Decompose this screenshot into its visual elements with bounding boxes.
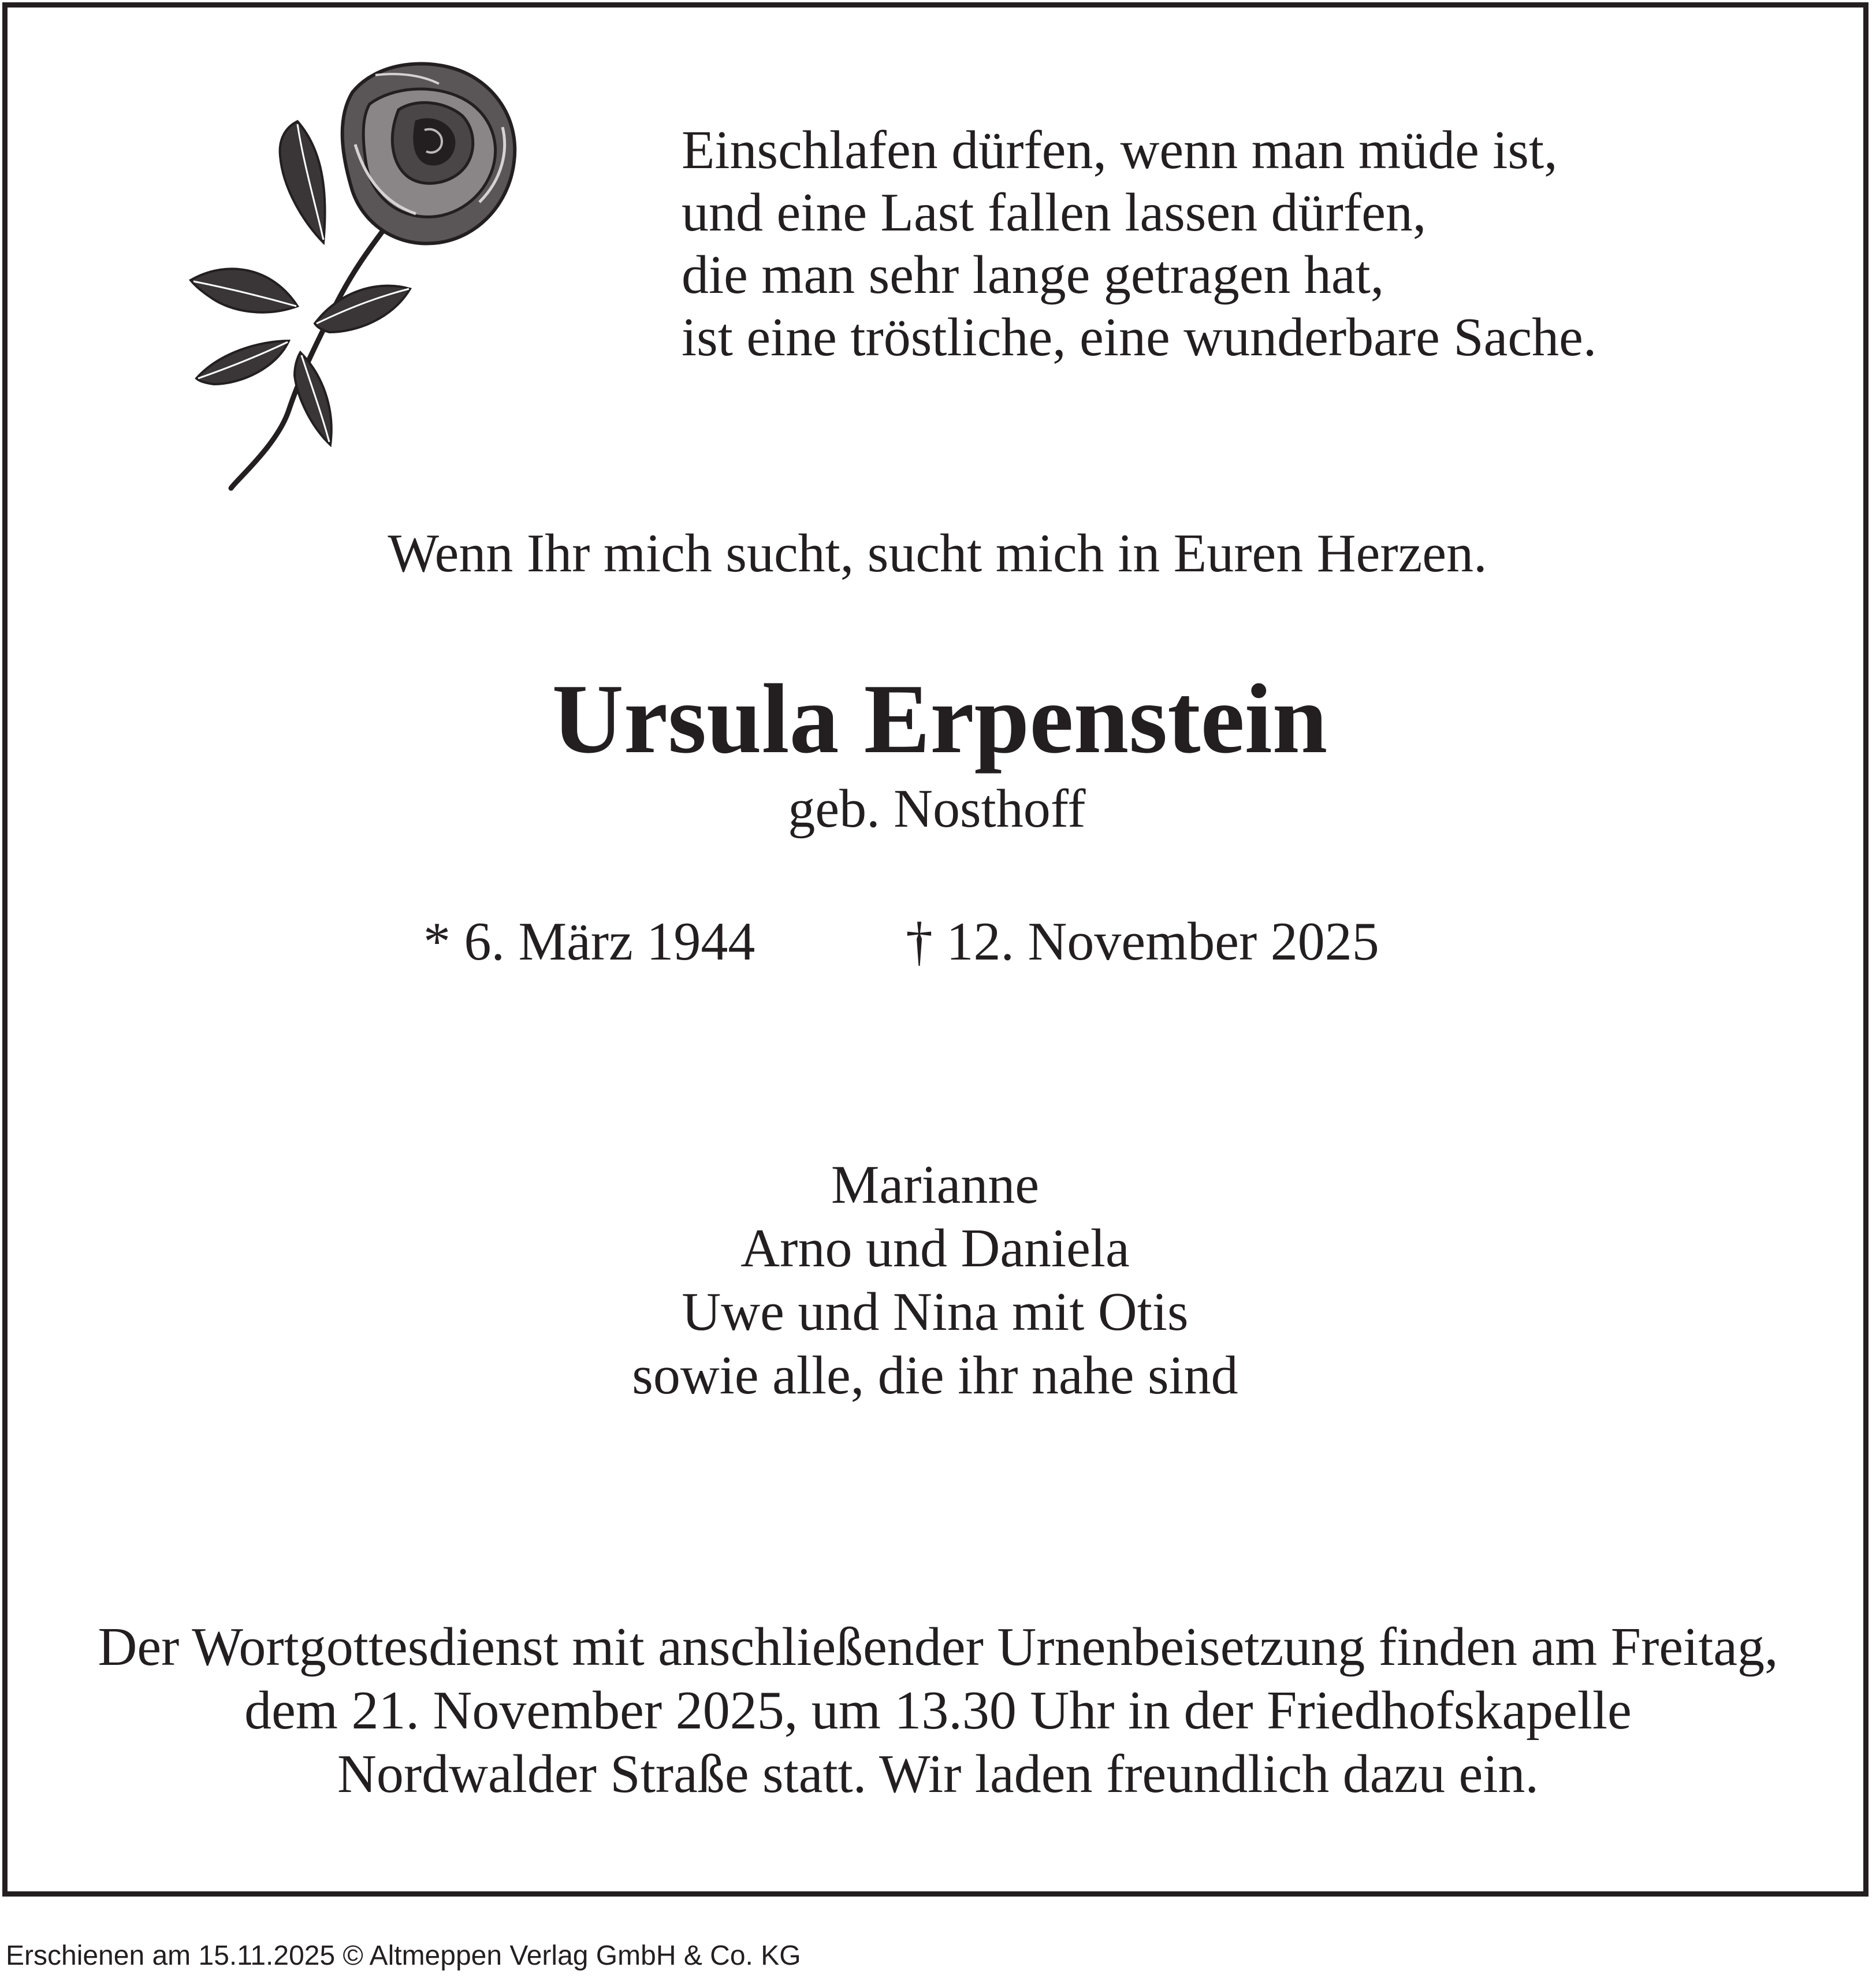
quote: Wenn Ihr mich sucht, sucht mich in Euren Herzen. bbox=[388, 523, 1487, 583]
rose-icon bbox=[179, 52, 526, 491]
poem-line: Einschlafen dürfen, wenn man müde ist, bbox=[682, 120, 1558, 180]
poem-line: die man sehr lange getragen hat, bbox=[682, 245, 1384, 305]
service-line: Nordwalder Straße statt. Wir laden freundlich dazu ein. bbox=[337, 1744, 1539, 1804]
service-notice bbox=[0, 1615, 1876, 1806]
poem-line: ist eine tröstliche, eine wunderbare Sache. bbox=[682, 307, 1597, 367]
mourner-line: Marianne bbox=[831, 1155, 1040, 1215]
mourner-line: sowie alle, die ihr nahe sind bbox=[632, 1345, 1238, 1406]
death-date: † 12. November 2025 bbox=[906, 912, 1379, 972]
deceased-name: Ursula Erpenstein bbox=[552, 664, 1328, 774]
publication-footer: Erschienen am 15.11.2025 © Altmeppen Verlag GmbH & Co. KG bbox=[6, 1940, 801, 1971]
birth-date: * 6. März 1944 bbox=[423, 912, 755, 972]
mourner-line: Arno und Daniela bbox=[740, 1218, 1130, 1278]
service-line: dem 21. November 2025, um 13.30 Uhr in der Friedhofskapelle bbox=[244, 1680, 1632, 1741]
poem-line: und eine Last fallen lassen dürfen, bbox=[682, 183, 1427, 243]
maiden-name: geb. Nosthoff bbox=[788, 779, 1086, 839]
life-dates bbox=[0, 910, 1876, 974]
poem bbox=[682, 119, 1596, 369]
service-line: Der Wortgottesdienst mit anschließender Urnenbeisetzung finden am Freitag, bbox=[98, 1617, 1778, 1677]
mourner-line: Uwe und Nina mit Otis bbox=[682, 1282, 1189, 1342]
mourners-list bbox=[0, 1153, 1876, 1407]
